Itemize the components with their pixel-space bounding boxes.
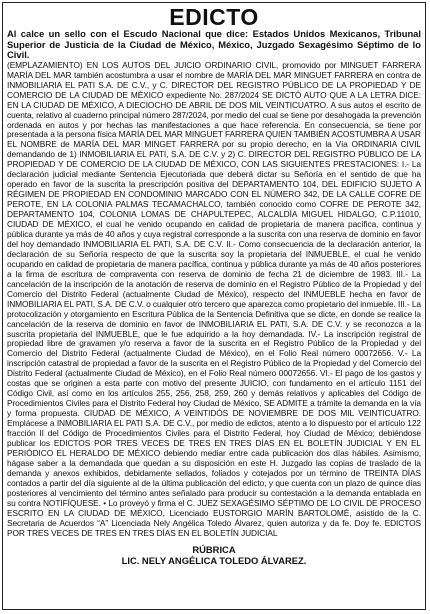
- rubrica-label: RÚBRICA: [192, 543, 236, 555]
- notice-title: EDICTO: [169, 4, 259, 30]
- notice-heading: Al calce un sello con el Escudo Nacional que dice: Estados Unidos Mexicanos, Tribunal Superior de Justicia de la Ciudad de México, México, Juzgado Sexagésimo Séptimo de lo Civil.: [7, 28, 421, 61]
- edicto-notice: [2, 2, 426, 610]
- signer-name: LIC. NELY ANGÉLICA TOLEDO ÁLVAREZ.: [121, 554, 307, 566]
- notice-body: (EMPLAZAMIENTO) EN LOS AUTOS DEL JUICIO ORDINARIO CIVIL, promovido por MINGUET FARRERA MARÍA DEL MAR también acostumbra a usar el nombre de MARÍA DEL MAR MINGUET FARRERA en contra de INMOBILIARIA EL PATI S.A. DE C.V., y C. DIRECTOR DEL REGISTRO PÚBLICO DE LA PROPIEDAD Y DE COMERCIO DE LA CIUDAD DE MÉXICO expediente No. 287/2024 SE DICTÓ AUTO QUE A LA LETRA DICE: EN LA CIUDAD DE MÉXICO, A DIECIOCHO DE ABRIL DE DOS MIL VEINTICUATRO. A sus autos el escrito de cuenta, relativo al cuaderno principal número 287/2024, por medio del cual se tiene por desahogada la prevención ordenada en autos y por hechas las manifestaciones a que hace referencia. En consecuencia, se tiene por presentada a la persona física MARÍA DEL MAR MINGUET FARRERA QUIEN TAMBIÉN ACOSTUMBRA A USAR EL NOMBRE de MARÍA DEL MAR MINGET FARRERA por su propio derecho, en la Vía ORDINARIA CIVIL demandando de 1) INMOBILIARIA EL PATI, S.A. DE C.V. y 2) C. DIRECTOR DEL REGISTRO PÚBLICO DE LA PROPIEDAD Y DE COMERCIO DE LA CIUDAD DE MÉXICO, CON LAS SIGUIENTES PRESTACIONES: I.- La declaración judicial mediante Sentencia Ejecutoriada que deberá dictar su Señoría en el sentido de que ha operado en favor de la suscrita la prescripción positiva del DEPARTAMENTO 104, DEL EDIFICIO SUJETO A RÉGIMEN DE PROPIEDAD EN CONDOMINIO MARCADO CON EL NÚMERO 342, DE LA CALLE COFRE DE PEROTE, EN LA COLONIA PALMAS TECAMACHALCO, también conocido como COFRE DE PEROTE 342, DEPARTAMENTO 104, COLONIA LOMAS DE CHAPULTEPEC, ALCALDÍA MIGUEL HIDALGO, C.P.11010, CIUDAD DE MÉXICO, el cual he venido ocupando en calidad de propietaria de manera pacífica, continua y pública durante ya más de 40 años y cuya registral corresponde a la suscrita con una reserva de dominio en favor del hoy demandado INMOBILIARIA EL PATI, S.A. DE C.V. II.- Como consecuencia de la declaración anterior, la declaración de su Señoría respecto de que la suscrita soy la propietaria del INMUEBLE, el cual he venido ocupando en calidad de propietaria de manera pacífica, continua y pública durante ya más de 40 años posteriores a la firma de escritura de compraventa con reserva de dominio de fecha 21 de diciembre de 1983. III.- La cancelación de la inscripción de la anotación de reserva de dominio en el Registro Público de la Propiedad y del Comercio del Distrito Federal (actualmente Ciudad de México), respecto del INMUEBLE hecha en favor de INMOBILIARIA EL PATI, S.A. DE C.V. o cualquier otro tercero que aparezca como propietario del inmueble. III.- La protocolización y otorgamiento en Escritura Pública de la Sentencia Definitiva que se dicte, en donde se realice la cancelación de la reserva de dominio en favor de INMOBILIARIA EL PATI, S.A. DE C.V. y se reconozca a la suscrita propietaria del INMUEBLE, que le fue adquirido a la hoy demandada. IV.- La inscripción registral de propiedad libre de gravamen y/o reserva a favor de la suscrita en el Registro Público de la Propiedad y del Comercio del Distrito Federal (actualmente Ciudad de México), en el Folio Real número 00072656. V.- La inscripción catastral de propiedad a favor de la suscrita en el Registro Público de la Propiedad y del Comercio del Distrito Federal (actualmente Ciudad de México), en el Folio Real número 00072656. VI.- El pago de los gastos y costas que se originen a esta parte con motivo del presente JUICIO, con fundamento en el artículo 1151 del Código Civil, así como en los artículos 255, 256, 258, 259, 260 y demás relativos y aplicables del Código de Procedimientos Civiles para el Distrito Federal hoy Ciudad de México, SE ADMITE a trámite la demanda en la vía y forma propuesta. CIUDAD DE MÉXICO, A VEINTIDÓS DE NOVIEMBRE DE DOS MIL VEINTICUATRO. Emplácese a INMOBILIARIA EL PATI S.A. DE C.V., por medio de edictos, atento a lo dispuesto por el artículo 122 fracción II del Código de Procedimientos Civiles para el Distrito Federal, hoy Ciudad de México; debiéndose publicar los EDICTOS POR TRES VECES DE TRES EN TRES DÍAS EN EL BOLETÍN JUDICIAL Y EN EL PERIÓDICO EL HERALDO DE MÉXICO debiendo mediar entre cada publicación dos días hábiles. Asimismo, hágase saber a la demandada que quedan a su disposición en este H. Juzgado las copias de traslado de la demanda y anexos exhibidos, debidamente sellados, foliados y cotejados por un término de TREINTA DÍAS contados a partir del día siguiente al de la última publicación del edicto, y que cuenta con un plazo de quince días posteriores al vencimiento del término antes señalado para producir su contestación a la demanda entablada en su contra NOTIFÍQUESE. • Lo proveyó y firma el C. JUEZ SEXAGÉSIMO SÉPTIMO DE LO CIVIL DE PROCESO ESCRITO EN LA CIUDAD DE MÉXICO, Licenciado EUSTORGIO MARÍN BARTOLOMÉ, asistido de la C. Secretaria de Acuerdos “A” Licenciada Nely Angélica Toledo Álvarez, quien autoriza y da fe. Doy fe. EDICTOS POR TRES VECES DE TRES EN TRES DÍAS EN EL BOLETÍN JUDICIAL: [7, 59, 421, 538]
